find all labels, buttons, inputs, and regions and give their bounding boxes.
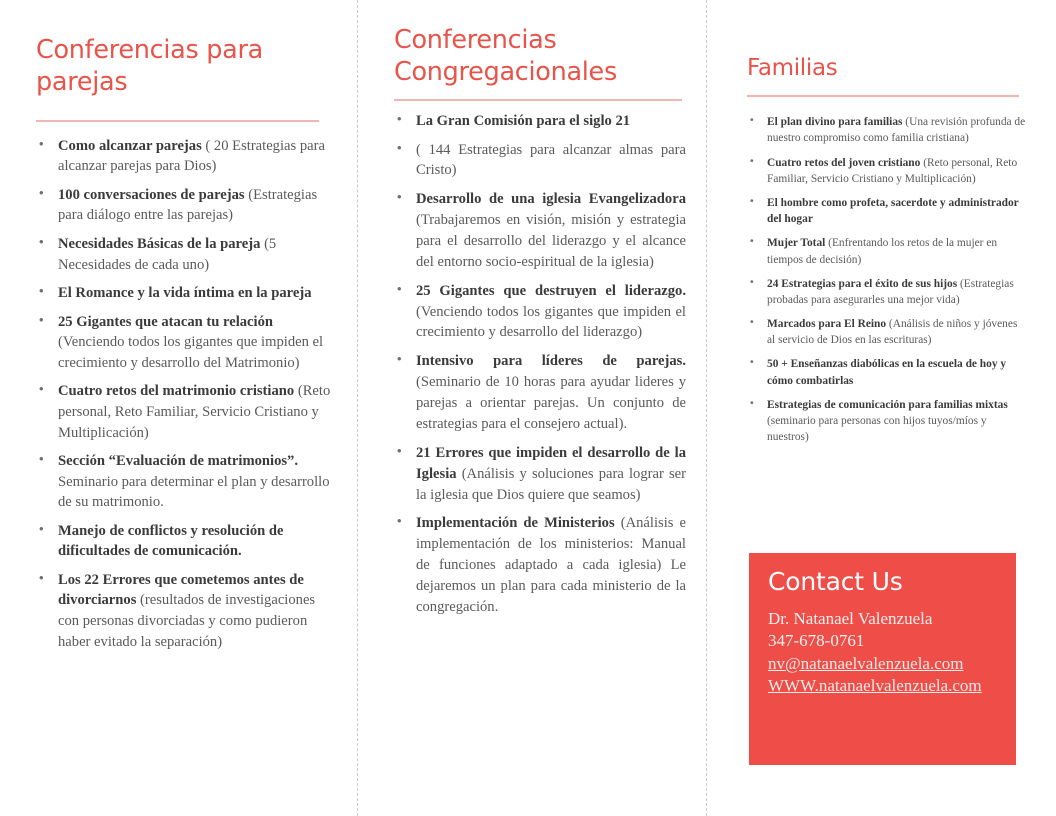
contact-website-link[interactable]: WWW.natanaelvalenzuela.com: [768, 676, 982, 696]
list-item: [394, 281, 686, 344]
list-item: [747, 155, 1027, 187]
list-item-description: (resultados de investigaciones con personas divorciadas y como pudieron haber evitado la separación): [58, 592, 316, 650]
list-item-description: (Reto personal, Reto Familiar, Servicio Cristiano y Multiplicación): [767, 156, 1018, 185]
list-item-title: Intensivo para líderes de parejas.: [416, 353, 686, 370]
contact-phone[interactable]: 347-678-0761: [768, 631, 865, 651]
contact-us-title: Contact Us: [768, 567, 903, 596]
list-item-description: Seminario para determinar el plan y desarrollo de su matrimonio.: [58, 473, 330, 511]
list-item: [747, 356, 1027, 388]
list-item-description: ( 144 Estrategias para alcanzar almas para Cristo): [416, 141, 686, 179]
list-item-description: (Seminario de 10 horas para ayudar lideres y parejas a orientar parejas. Un conjunto de estrategias para el consejero actual).: [416, 374, 686, 432]
list-item: [36, 283, 336, 304]
contact-email-link[interactable]: nv@natanaelvalenzuela.com: [768, 653, 964, 673]
list-item-title: Los 22 Errores que cometemos antes de divorciarnos: [58, 571, 304, 609]
list-item-title: El hombre como profeta, sacerdote y administrador del hogar: [767, 196, 1019, 226]
list-item: [394, 189, 686, 272]
contact-name: Dr. Natanael Valenzuela: [768, 609, 933, 628]
list-item-description: (Una revisión profunda de nuestro compromiso como familia cristiana): [767, 116, 1026, 145]
list-item: [36, 570, 336, 652]
list-item-description: (Análisis de niños y jóvenes al servicio de Dios en las escrituras): [767, 318, 1018, 347]
list-item-title: Implementación de Ministerios: [416, 515, 615, 532]
column-3-list: [747, 114, 1027, 445]
list-item-title: 25 Gigantes que destruyen el liderazgo.: [416, 282, 686, 299]
list-item-description: ( 20 Estrategias para alcanzar parejas para Dios): [58, 137, 325, 175]
fold-line-right: [706, 0, 707, 816]
list-item: [36, 381, 336, 443]
list-item-title: Cuatro retos del joven cristiano: [767, 156, 921, 169]
list-item-description: (Estrategias para diálogo entre las parejas): [58, 186, 318, 224]
list-item-title: 25 Gigantes que atacan tu relación: [58, 313, 273, 330]
list-item: [36, 234, 336, 275]
list-item-description: (Venciendo todos los gigantes que impiden el crecimiento y desarrollo del liderazgo): [416, 303, 686, 341]
contact-us-box: [749, 553, 1016, 765]
fold-line-left: [357, 0, 358, 816]
list-item: [36, 312, 336, 374]
list-item: [394, 351, 686, 434]
list-item-title: Marcados para El Reino: [767, 318, 887, 331]
list-item-title: 24 Estrategias para el éxito de sus hijos: [767, 277, 958, 290]
list-item: [36, 185, 336, 226]
list-item-title: Como alcanzar parejas: [58, 137, 202, 154]
column-2-list: [394, 111, 686, 618]
list-item: [747, 195, 1027, 227]
list-item: [394, 111, 686, 132]
list-item-description: (Venciendo todos los gigantes que impiden el crecimiento y desarrollo del Matrimonio): [58, 334, 324, 371]
list-item: [747, 114, 1027, 146]
list-item-description: (seminario para personas con hijos tuyos/míos y nuestros): [767, 415, 987, 444]
list-item-title: 21 Errores que impiden el desarrollo de la Iglesia: [416, 444, 686, 482]
list-item-description: (Reto personal, Reto Familiar, Servicio Cristiano y Multiplicación): [58, 383, 331, 441]
column-2-heading: Conferencias Congregacionales: [394, 25, 617, 88]
list-item-title: Cuatro retos del matrimonio cristiano: [58, 383, 295, 400]
list-item-title: Desarrollo de una iglesia Evangelizadora: [416, 191, 686, 208]
list-item-description: (Enfrentando los retos de la mujer en tiempos de decisión): [767, 237, 998, 266]
list-item: [394, 140, 686, 182]
list-item-title: Manejo de conflictos y resolución de dificultades de comunicación.: [58, 522, 284, 560]
list-item-title: Necesidades Básicas de la pareja: [58, 236, 261, 252]
list-item-description: (Análisis e implementación de los ministerios: Manual de funciones adaptado a cada iglesia) Le dejaremos un plan para cada ministerio de la congregación.: [416, 515, 686, 615]
list-item: [394, 443, 686, 506]
column-familias: [747, 54, 1027, 453]
list-item-description: (Trabajaremos en visión, misión y estrategia para el desarrollo del liderazgo y el alcance del entorno socio-espiritual de la iglesia): [416, 212, 686, 270]
list-item: [747, 397, 1027, 446]
list-item-title: 100 conversaciones de parejas: [58, 186, 245, 203]
list-item: [36, 521, 336, 562]
column-2-divider: [394, 99, 682, 101]
column-1-list: [36, 136, 336, 652]
column-3-heading: Familias: [747, 55, 838, 81]
list-item: [747, 316, 1027, 348]
list-item-title: La Gran Comisión para el siglo 21: [416, 112, 631, 129]
list-item-description: (Análisis y soluciones para lograr ser la iglesia que Dios quiere que seamos): [416, 465, 686, 503]
list-item: [394, 513, 686, 617]
column-conferencias-congregacionales: [394, 24, 686, 626]
list-item-description: (Estrategias probadas para asegurarles una mejor vida): [767, 277, 1014, 306]
list-item-title: El plan divino para familias: [767, 116, 903, 129]
list-item-title: Sección “Evaluación de matrimonios”.: [58, 453, 298, 470]
column-conferencias-para-parejas: [36, 34, 336, 660]
list-item-title: Estrategias de comunicación para familias mixtas: [767, 398, 1008, 411]
list-item: [36, 451, 336, 513]
column-1-heading: Conferencias para parejas: [36, 35, 263, 98]
list-item-description: (5 Necesidades de cada uno): [58, 236, 277, 273]
column-3-divider: [747, 95, 1019, 97]
list-item: [36, 136, 336, 177]
list-item: [747, 276, 1027, 308]
list-item-title: El Romance y la vida íntima en la pareja: [58, 285, 312, 302]
list-item: [747, 235, 1027, 267]
list-item-title: Mujer Total: [767, 237, 826, 250]
column-1-divider: [36, 120, 319, 122]
list-item-title: 50 + Enseñanzas diabólicas en la escuela de hoy y cómo combatirlas: [767, 358, 1007, 387]
